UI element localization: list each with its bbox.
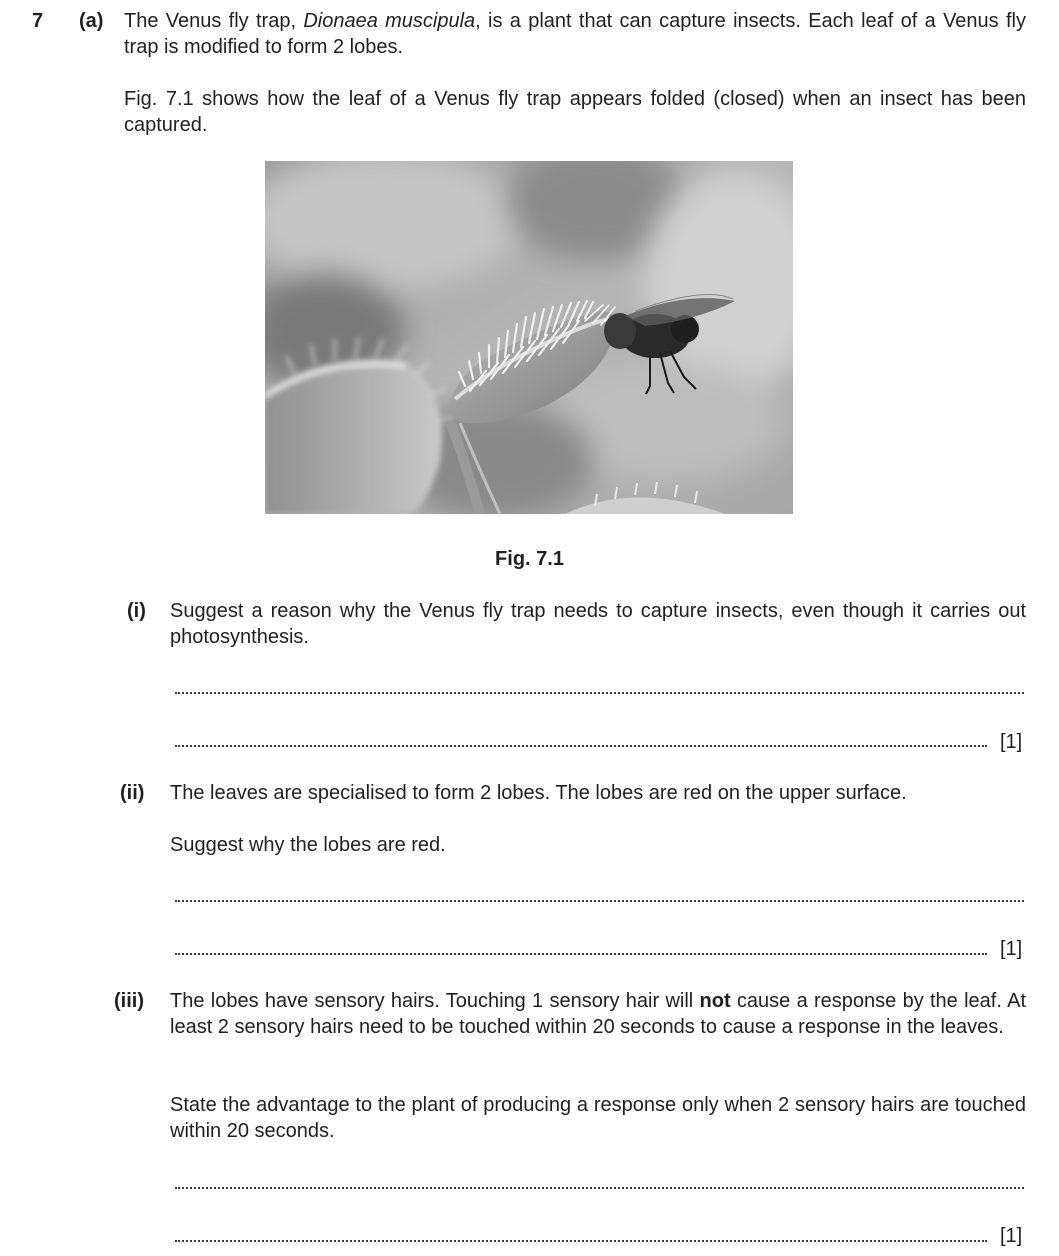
intro-text-1: The Venus fly trap, <box>124 10 304 32</box>
subquestion-i-label: (i) <box>127 600 146 622</box>
subquestion-iii-prompt: State the advantage to the plant of producing a response only when 2 sensory hairs are touched within 20 seconds. <box>170 1094 1026 1142</box>
answer-line-ii-1[interactable] <box>175 900 1024 902</box>
subquestion-ii-label: (ii) <box>120 782 145 804</box>
subquestion-ii-prompt: Suggest why the lobes are red. <box>170 834 446 856</box>
answer-line-ii-2[interactable] <box>175 953 987 955</box>
answer-line-i-2[interactable] <box>175 745 987 747</box>
venus-fly-trap-photo <box>265 161 793 514</box>
mark-iii: [1] <box>1000 1225 1023 1247</box>
answer-line-iii-1[interactable] <box>175 1187 1024 1189</box>
subquestion-iii-label: (iii) <box>114 990 144 1012</box>
intro-text-2: , is a plant that can capture insects. Each leaf of a Venus fly trap is modified to form 2 lobes. <box>124 10 1026 58</box>
figure-caption: Fig. 7.1 <box>495 548 564 570</box>
mark-ii: [1] <box>1000 938 1023 960</box>
subquestion-ii-text: The leaves are specialised to form 2 lobes. The lobes are red on the upper surface. <box>170 782 907 804</box>
mark-i: [1] <box>1000 731 1023 753</box>
subquestion-i-text: Suggest a reason why the Venus fly trap needs to capture insects, even though it carries out photosynthesis. <box>170 600 1026 648</box>
answer-line-iii-2[interactable] <box>175 1240 987 1242</box>
subquestion-iii-text <box>170 988 1026 1040</box>
question-intro <box>124 8 1026 60</box>
answer-line-i-1[interactable] <box>175 692 1024 694</box>
species-name: Dionaea muscipula <box>303 10 476 32</box>
subquestion-iii-text-1: The lobes have sensory hairs. Touching 1 sensory hair will <box>170 990 700 1012</box>
figure-intro: Fig. 7.1 shows how the leaf of a Venus fly trap appears folded (closed) when an insect has been captured. <box>124 88 1026 136</box>
subquestion-iii-text-2: cause a response by the leaf. At least 2 sensory hairs need to be touched within 20 seconds to cause a response in the leaves. <box>170 990 1026 1038</box>
subquestion-iii-bold: not <box>699 990 731 1012</box>
part-a-label: (a) <box>79 10 104 32</box>
question-number: 7 <box>32 10 44 32</box>
